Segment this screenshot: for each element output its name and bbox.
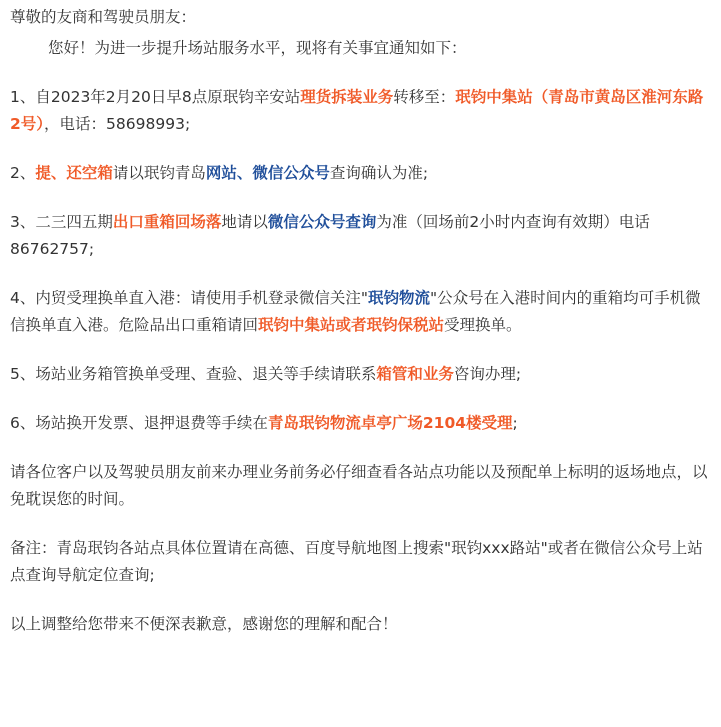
item-4-text-e: 受理换单。 bbox=[444, 316, 522, 334]
item-5 bbox=[10, 361, 713, 388]
item-5-text-c: 咨询办理; bbox=[453, 365, 522, 383]
item-6-text-a: 6、场站换开发票、退押退费等手续在 bbox=[10, 414, 268, 432]
item-4 bbox=[10, 285, 713, 339]
item-4-highlight-account: 珉钧物流 bbox=[368, 289, 431, 307]
item-1-phone: ，电话：58698993; bbox=[44, 115, 191, 133]
item-5-text-a: 5、场站业务箱管换单受理、查验、退关等手续请联系 bbox=[10, 365, 377, 383]
item-1-text-c: 转移至： bbox=[393, 88, 456, 106]
item-3-text-c: 地请以 bbox=[221, 213, 268, 231]
item-6-text-c: ; bbox=[512, 414, 518, 432]
item-2 bbox=[10, 160, 713, 187]
note-paragraph: 备注：青岛珉钧各站点具体位置请在高德、百度导航地图上搜索"珉钧xxx路站"或者在微信公众号上站点查询导航定位查询; bbox=[10, 539, 703, 584]
item-2-highlight-website: 网站、微信公众号 bbox=[205, 164, 330, 182]
item-3 bbox=[10, 209, 713, 263]
greeting: 尊敬的友商和驾驶员朋友： bbox=[10, 8, 197, 26]
closing-paragraph: 以上调整给您带来不便深表歉意，感谢您的理解和配合！ bbox=[10, 615, 398, 633]
item-2-text-e: 查询确认为准; bbox=[329, 164, 429, 182]
item-1-highlight-station: 珉钧中集站（青岛市黄岛区淮河东路2号） bbox=[10, 88, 704, 133]
item-6 bbox=[10, 410, 713, 437]
item-3-text-e: 为准（回场前2小时内查询有效期）电话86762757; bbox=[10, 213, 650, 258]
item-3-highlight-wechat: 微信公众号查询 bbox=[267, 213, 377, 231]
item-6-highlight-address: 青岛珉钧物流卓亭广场2104楼受理 bbox=[267, 414, 513, 432]
item-1-highlight-business: 理货拆装业务 bbox=[300, 88, 394, 106]
item-5-highlight-contact: 箱管和业务 bbox=[376, 365, 454, 383]
item-1-text-a: 1、自2023年2月20日早8点原珉钧辛安站 bbox=[10, 88, 301, 106]
item-2-text-a: 2、 bbox=[10, 164, 36, 182]
item-4-text-c: "公众号在入港时间内的重箱均可手机微信换单直入港。危险品出口重箱请回 bbox=[10, 289, 701, 334]
item-4-text-a: 4、内贸受理换单直入港：请使用手机登录微信关注" bbox=[10, 289, 368, 307]
item-1 bbox=[10, 84, 713, 138]
item-4-highlight-stations: 珉钧中集站或者珉钧保税站 bbox=[258, 316, 445, 334]
intro-paragraph: 您好！为进一步提升场站服务水平，现将有关事宜通知如下： bbox=[48, 39, 467, 57]
item-3-text-a: 3、二三四五期 bbox=[10, 213, 113, 231]
reminder-paragraph: 请各位客户以及驾驶员朋友前来办理业务前务必仔细查看各站点功能以及预配单上标明的返场地点，以免耽误您的时间。 bbox=[10, 463, 708, 508]
item-2-highlight-empty-box: 提、还空箱 bbox=[35, 164, 113, 182]
item-3-highlight-export: 出口重箱回场落 bbox=[112, 213, 222, 231]
item-2-text-c: 请以珉钧青岛 bbox=[112, 164, 206, 182]
